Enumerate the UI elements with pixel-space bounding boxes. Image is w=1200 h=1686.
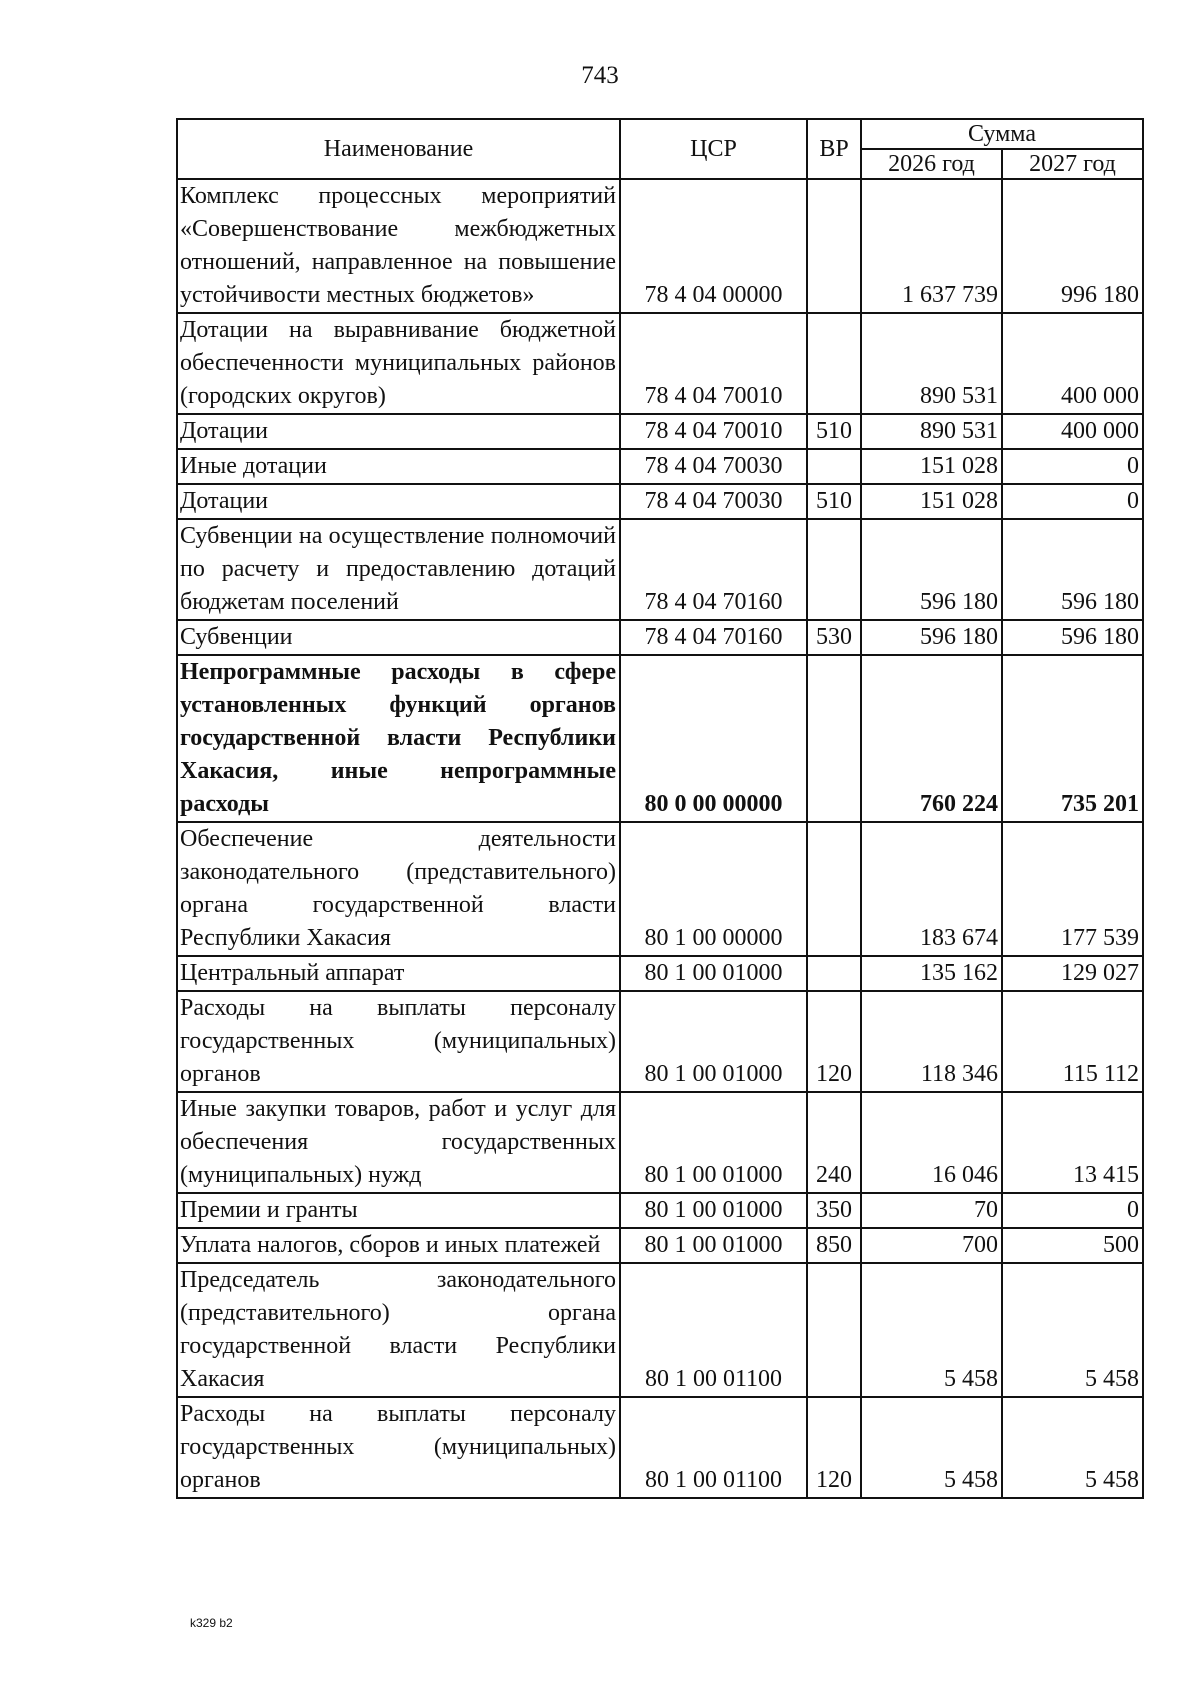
cell-name: Дотации — [177, 484, 620, 519]
cell-2026: 151 028 — [861, 484, 1002, 519]
header-year-2027: 2027 год — [1002, 149, 1143, 179]
cell-name: Расходы на выплаты персоналу государственных (муниципальных) органов — [177, 991, 620, 1092]
cell-csr: 78 4 04 00000 — [620, 179, 807, 313]
cell-csr: 80 1 00 01100 — [620, 1263, 807, 1397]
cell-name: Непрограммные расходы в сфере установленных функций органов государственной власти Республики Хакасия, иные непрограммные расходы — [177, 655, 620, 822]
table-row — [177, 519, 1143, 620]
cell-name: Иные дотации — [177, 449, 620, 484]
table-body — [177, 179, 1143, 1498]
cell-vr — [807, 313, 861, 414]
cell-csr: 80 0 00 00000 — [620, 655, 807, 822]
cell-name: Расходы на выплаты персоналу государственных (муниципальных) органов — [177, 1397, 620, 1498]
cell-csr: 80 1 00 01000 — [620, 1228, 807, 1263]
cell-name: Уплата налогов, сборов и иных платежей — [177, 1228, 620, 1263]
cell-2027: 0 — [1002, 1193, 1143, 1228]
cell-2027: 5 458 — [1002, 1263, 1143, 1397]
cell-2027: 0 — [1002, 449, 1143, 484]
cell-2027: 596 180 — [1002, 519, 1143, 620]
table-row — [177, 1228, 1143, 1263]
table-row — [177, 414, 1143, 449]
cell-2026: 70 — [861, 1193, 1002, 1228]
cell-name: Комплекс процессных мероприятий «Совершенствование межбюджетных отношений, направленное на повышение устойчивости местных бюджетов» — [177, 179, 620, 313]
cell-2026: 596 180 — [861, 620, 1002, 655]
table-row — [177, 1263, 1143, 1397]
cell-2027: 115 112 — [1002, 991, 1143, 1092]
cell-2026: 5 458 — [861, 1263, 1002, 1397]
cell-vr: 350 — [807, 1193, 861, 1228]
table-row — [177, 956, 1143, 991]
cell-2027: 177 539 — [1002, 822, 1143, 956]
cell-2026: 183 674 — [861, 822, 1002, 956]
cell-vr: 510 — [807, 484, 861, 519]
footer-code: k329 b2 — [190, 1616, 233, 1630]
cell-vr: 850 — [807, 1228, 861, 1263]
table-row — [177, 313, 1143, 414]
header-csr: ЦСР — [620, 119, 807, 179]
cell-name: Председатель законодательного (представительного) органа государственной власти Республики Хакасия — [177, 1263, 620, 1397]
cell-vr: 120 — [807, 991, 861, 1092]
cell-vr: 120 — [807, 1397, 861, 1498]
cell-vr — [807, 179, 861, 313]
cell-csr: 80 1 00 00000 — [620, 822, 807, 956]
cell-vr — [807, 519, 861, 620]
page-number: 743 — [581, 62, 619, 89]
cell-2027: 596 180 — [1002, 620, 1143, 655]
cell-csr: 78 4 04 70160 — [620, 620, 807, 655]
cell-vr — [807, 822, 861, 956]
table-row — [177, 1092, 1143, 1193]
cell-csr: 78 4 04 70030 — [620, 449, 807, 484]
cell-2026: 5 458 — [861, 1397, 1002, 1498]
cell-2027: 400 000 — [1002, 414, 1143, 449]
cell-2027: 400 000 — [1002, 313, 1143, 414]
cell-2027: 129 027 — [1002, 956, 1143, 991]
cell-name: Дотации — [177, 414, 620, 449]
table-header — [177, 119, 1143, 179]
budget-table — [176, 118, 1144, 1499]
cell-2027: 735 201 — [1002, 655, 1143, 822]
cell-name: Обеспечение деятельности законодательного (представительного) органа государственной власти Республики Хакасия — [177, 822, 620, 956]
cell-csr: 78 4 04 70030 — [620, 484, 807, 519]
cell-vr — [807, 655, 861, 822]
cell-csr: 80 1 00 01100 — [620, 1397, 807, 1498]
cell-vr: 530 — [807, 620, 861, 655]
budget-table-container — [176, 118, 1142, 1499]
table-row — [177, 655, 1143, 822]
table-row — [177, 449, 1143, 484]
cell-2026: 890 531 — [861, 414, 1002, 449]
cell-name: Премии и гранты — [177, 1193, 620, 1228]
table-row — [177, 620, 1143, 655]
table-row — [177, 1193, 1143, 1228]
cell-vr: 510 — [807, 414, 861, 449]
cell-vr — [807, 1263, 861, 1397]
cell-2027: 500 — [1002, 1228, 1143, 1263]
cell-2026: 596 180 — [861, 519, 1002, 620]
cell-2026: 135 162 — [861, 956, 1002, 991]
cell-2027: 13 415 — [1002, 1092, 1143, 1193]
cell-vr — [807, 449, 861, 484]
cell-2026: 700 — [861, 1228, 1002, 1263]
header-vr: ВР — [807, 119, 861, 179]
cell-2026: 890 531 — [861, 313, 1002, 414]
table-row — [177, 484, 1143, 519]
cell-csr: 80 1 00 01000 — [620, 1092, 807, 1193]
table-row — [177, 822, 1143, 956]
cell-name: Дотации на выравнивание бюджетной обеспеченности муниципальных районов (городских округов) — [177, 313, 620, 414]
cell-2027: 0 — [1002, 484, 1143, 519]
header-sum: Сумма — [861, 119, 1143, 149]
cell-2026: 1 637 739 — [861, 179, 1002, 313]
table-row — [177, 1397, 1143, 1498]
cell-2027: 996 180 — [1002, 179, 1143, 313]
cell-csr: 80 1 00 01000 — [620, 956, 807, 991]
cell-csr: 78 4 04 70160 — [620, 519, 807, 620]
cell-2026: 118 346 — [861, 991, 1002, 1092]
cell-name: Иные закупки товаров, работ и услуг для обеспечения государственных (муниципальных) нужд — [177, 1092, 620, 1193]
cell-2027: 5 458 — [1002, 1397, 1143, 1498]
cell-2026: 16 046 — [861, 1092, 1002, 1193]
cell-name: Субвенции на осуществление полномочий по расчету и предоставлению дотаций бюджетам поселений — [177, 519, 620, 620]
cell-csr: 80 1 00 01000 — [620, 1193, 807, 1228]
cell-csr: 78 4 04 70010 — [620, 414, 807, 449]
cell-vr — [807, 956, 861, 991]
table-row — [177, 179, 1143, 313]
cell-2026: 151 028 — [861, 449, 1002, 484]
cell-csr: 80 1 00 01000 — [620, 991, 807, 1092]
cell-name: Субвенции — [177, 620, 620, 655]
cell-2026: 760 224 — [861, 655, 1002, 822]
header-name: Наименование — [177, 119, 620, 179]
header-year-2026: 2026 год — [861, 149, 1002, 179]
table-row — [177, 991, 1143, 1092]
cell-csr: 78 4 04 70010 — [620, 313, 807, 414]
cell-vr: 240 — [807, 1092, 861, 1193]
cell-name: Центральный аппарат — [177, 956, 620, 991]
